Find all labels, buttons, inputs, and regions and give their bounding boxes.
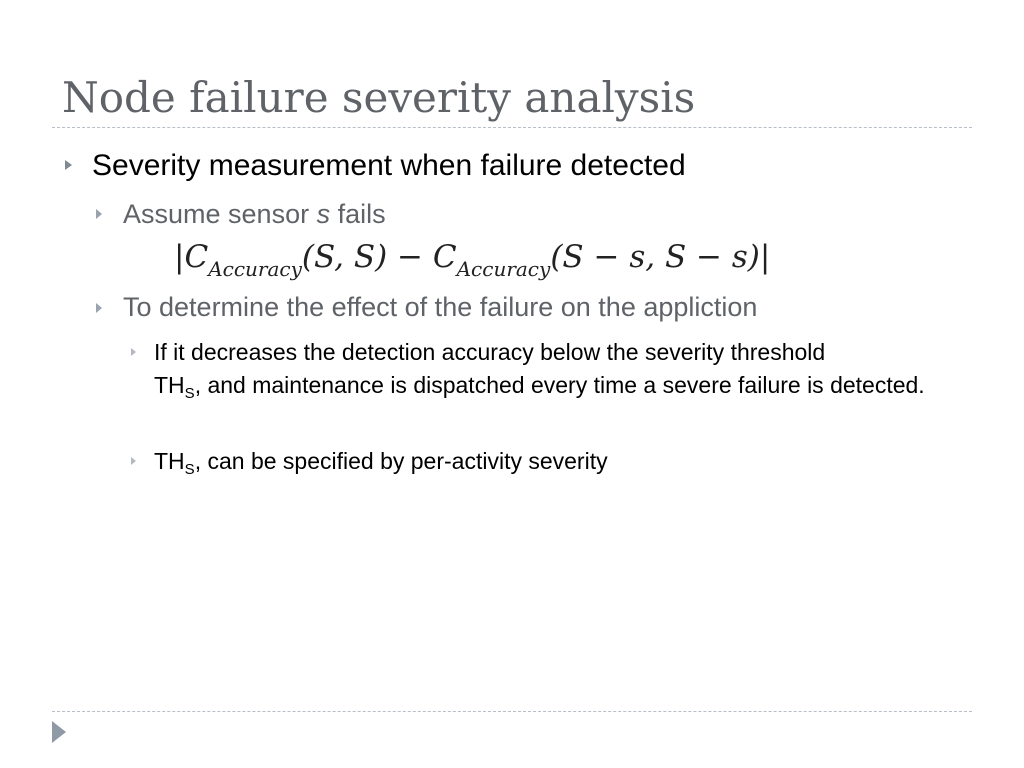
assume-suffix: fails	[330, 199, 386, 229]
footer-divider	[52, 711, 972, 712]
threshold-subscript: S	[184, 385, 195, 402]
formula-c2: C	[432, 239, 457, 275]
accuracy-difference-formula	[174, 238, 770, 288]
formula-open-bar: |	[174, 239, 185, 275]
assume-prefix: Assume sensor	[123, 199, 317, 229]
formula-args2: (S − s, S − s)|	[550, 239, 771, 275]
threshold-th: TH	[154, 372, 185, 398]
formula-args1: (S, S) −	[301, 239, 433, 275]
triangle-bullet-icon	[131, 457, 136, 465]
formula-sub2: Accuracy	[456, 257, 551, 281]
threshold-th: TH	[154, 448, 185, 474]
formula-c1: C	[184, 239, 209, 275]
bullet-th-specified	[154, 445, 954, 486]
next-slide-arrow-icon[interactable]	[52, 721, 66, 743]
triangle-bullet-icon	[65, 160, 72, 170]
sensor-variable: s	[316, 199, 331, 229]
threshold-subscript: S	[184, 461, 195, 478]
slide-title: Node failure severity analysis	[62, 73, 696, 122]
triangle-bullet-icon	[96, 303, 102, 313]
decreases-line1: If it decreases the detection accuracy below the severity threshold	[154, 339, 826, 365]
triangle-bullet-icon	[96, 209, 102, 219]
decreases-rest: , and maintenance is dispatched every time a severe failure is detected.	[194, 372, 925, 398]
triangle-bullet-icon	[131, 348, 136, 356]
title-divider	[52, 127, 972, 128]
bullet-determine-effect: To determine the effect of the failure on the appliction	[123, 292, 758, 322]
bullet-decreases-accuracy	[154, 336, 954, 410]
bullet-assume-sensor-fails	[123, 198, 386, 230]
specified-rest: , can be specified by per-activity severity	[194, 448, 608, 474]
formula-sub1: Accuracy	[208, 257, 302, 281]
bullet-severity-measurement: Severity measurement when failure detected	[92, 149, 686, 182]
